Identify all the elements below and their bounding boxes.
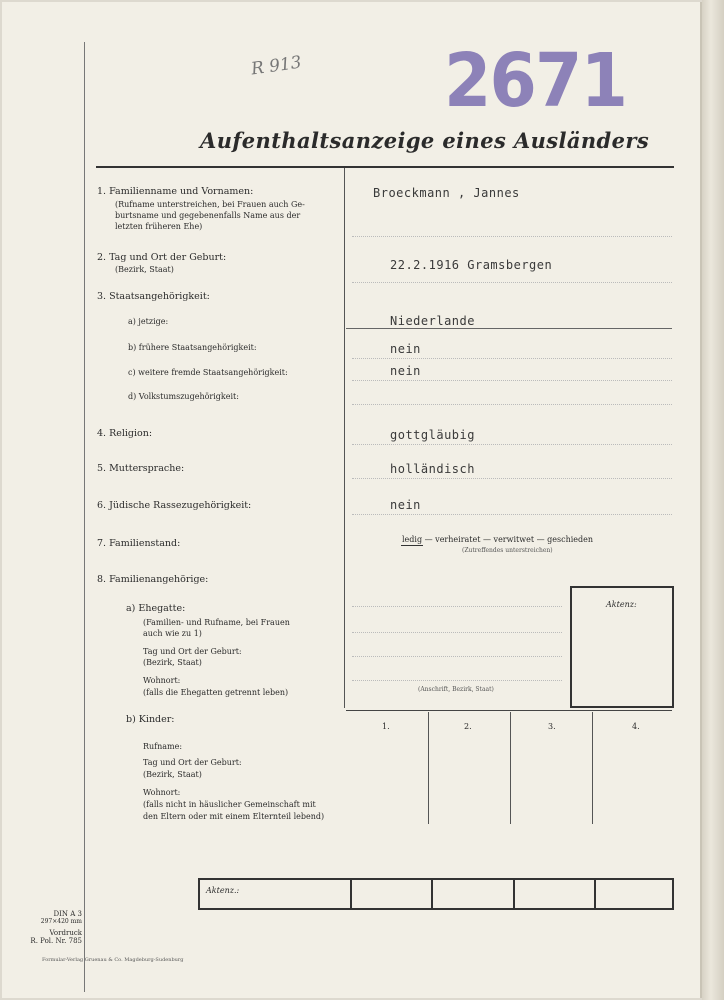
field-1-note-1: (Rufname unterstreichen, bei Frauen auch Ge- (115, 200, 305, 209)
field-8a-note-1: (Familien- und Rufname, bei Frauen (143, 618, 290, 627)
margin-line (84, 42, 85, 992)
child-col-2: 2. (464, 722, 472, 731)
field-8b-label: b) Kinder: (126, 714, 175, 725)
din-line-2: 297×420 mm (40, 918, 82, 925)
field-3c-line (352, 380, 672, 381)
field-7-options: ledig — verheiratet — verwitwet — geschieden (402, 535, 594, 544)
vordruck-line-1: Vordruck (49, 929, 82, 937)
field-3d-label: d) Volkstumszugehörigkeit: (128, 392, 239, 401)
field-7-note: (Zutreffendes unterstreichen) (462, 547, 553, 554)
field-8a-birth: Tag und Ort der Geburt: (143, 647, 242, 656)
field-5-value: holländisch (390, 462, 475, 476)
aktenzeichen-box (570, 586, 674, 708)
din-format (20, 910, 82, 945)
field-2-label: 2. Tag und Ort der Geburt: (97, 252, 227, 263)
aktenz-divider-2 (431, 880, 433, 908)
stamp-number: 2671 (444, 38, 627, 124)
aktenzeichen-table-label: Aktenz.: (206, 886, 240, 895)
paper-edge (702, 0, 724, 1000)
field-3b-line (352, 358, 672, 359)
field-8-label: 8. Familienangehörige: (97, 574, 209, 585)
field-1-note-2: burtsname und gegebenenfalls Name aus der (115, 211, 301, 220)
field-1-value: Broeckmann , Jannes (373, 186, 520, 200)
column-divider (344, 168, 345, 708)
field-8a-residence: Wohnort: (143, 676, 181, 685)
child-col-3: 3. (548, 722, 556, 731)
field-8b-residence-note-1: (falls nicht in häuslicher Gemeinschaft mit (143, 800, 316, 809)
field-3b-label: b) frühere Staatsangehörigkeit: (128, 343, 257, 352)
field-3c-label: c) weitere fremde Staatsangehörigkeit: (128, 368, 288, 377)
aktenz-divider-4 (594, 880, 596, 908)
children-col-divider-3 (592, 712, 593, 824)
field-2-value: 22.2.1916 Gramsbergen (390, 258, 553, 272)
field-3a-value: Niederlande (390, 314, 475, 328)
field-8a-address-note: (Anschrift, Bezirk, Staat) (418, 686, 494, 693)
field-6-label: 6. Jüdische Rassezugehörigkeit: (97, 500, 252, 511)
field-5-line (352, 478, 672, 479)
field-1-note-3: letzten früheren Ehe) (115, 222, 203, 231)
field-8b-residence: Wohnort: (143, 788, 181, 797)
field-8b-residence-note-2: den Eltern oder mit einem Elternteil lebend) (143, 812, 325, 821)
aktenz-divider-3 (513, 880, 515, 908)
field-4-line (352, 444, 672, 445)
field-5-label: 5. Muttersprache: (97, 463, 185, 474)
child-col-4: 4. (632, 722, 640, 731)
field-8a-residence-note: (falls die Ehegatten getrennt leben) (143, 688, 289, 697)
field-8a-line-3 (352, 656, 562, 657)
child-col-1: 1. (382, 722, 390, 731)
field-4-value: gottgläubig (390, 428, 475, 442)
field-7-label: 7. Familienstand: (97, 538, 181, 549)
children-col-divider-1 (428, 712, 429, 824)
vordruck-line-2: R. Pol. Nr. 785 (30, 937, 82, 945)
form-title: Aufenthaltsanzeige eines Ausländers (200, 128, 650, 153)
field-4-label: 4. Religion: (97, 428, 153, 439)
field-6-line (352, 514, 672, 515)
children-col-divider-2 (510, 712, 511, 824)
publisher-imprint: Formular-Verlag Gruenau & Co. Magdeburg-Sudenburg (42, 957, 184, 963)
field-8a-birth-note: (Bezirk, Staat) (143, 658, 202, 667)
field-8b-birth: Tag und Ort der Geburt: (143, 758, 242, 767)
field-8b-birth-note: (Bezirk, Staat) (143, 770, 202, 779)
field-1-label: 1. Familienname und Vornamen: (97, 186, 254, 197)
ledig-underline (401, 545, 423, 546)
field-3c-value: nein (390, 364, 421, 378)
field-8a-line-4 (352, 680, 562, 681)
handwritten-reference: R 913 (249, 52, 303, 80)
children-top-rule (346, 710, 672, 711)
field-3-label: 3. Staatsangehörigkeit: (97, 291, 210, 302)
aktenzeichen-box-label: Aktenz: (606, 600, 637, 609)
field-3b-value: nein (390, 342, 421, 356)
title-rule (96, 166, 674, 168)
field-1-line (352, 236, 672, 237)
din-line-1: DIN A 3 (53, 910, 82, 918)
aktenzeichen-table (198, 878, 674, 910)
field-3a-line (346, 328, 672, 329)
field-2-note: (Bezirk, Staat) (115, 265, 174, 274)
field-8a-label: a) Ehegatte: (126, 603, 186, 614)
field-3a-label: a) jetzige: (128, 317, 169, 326)
field-6-value: nein (390, 498, 421, 512)
aktenz-divider-1 (350, 880, 352, 908)
field-2-line (352, 282, 672, 283)
field-8a-note-2: auch wie zu 1) (143, 629, 202, 638)
field-8b-rufname: Rufname: (143, 742, 183, 751)
field-8a-line-1 (352, 606, 562, 607)
field-3d-line (352, 404, 672, 405)
field-8a-line-2 (352, 632, 562, 633)
